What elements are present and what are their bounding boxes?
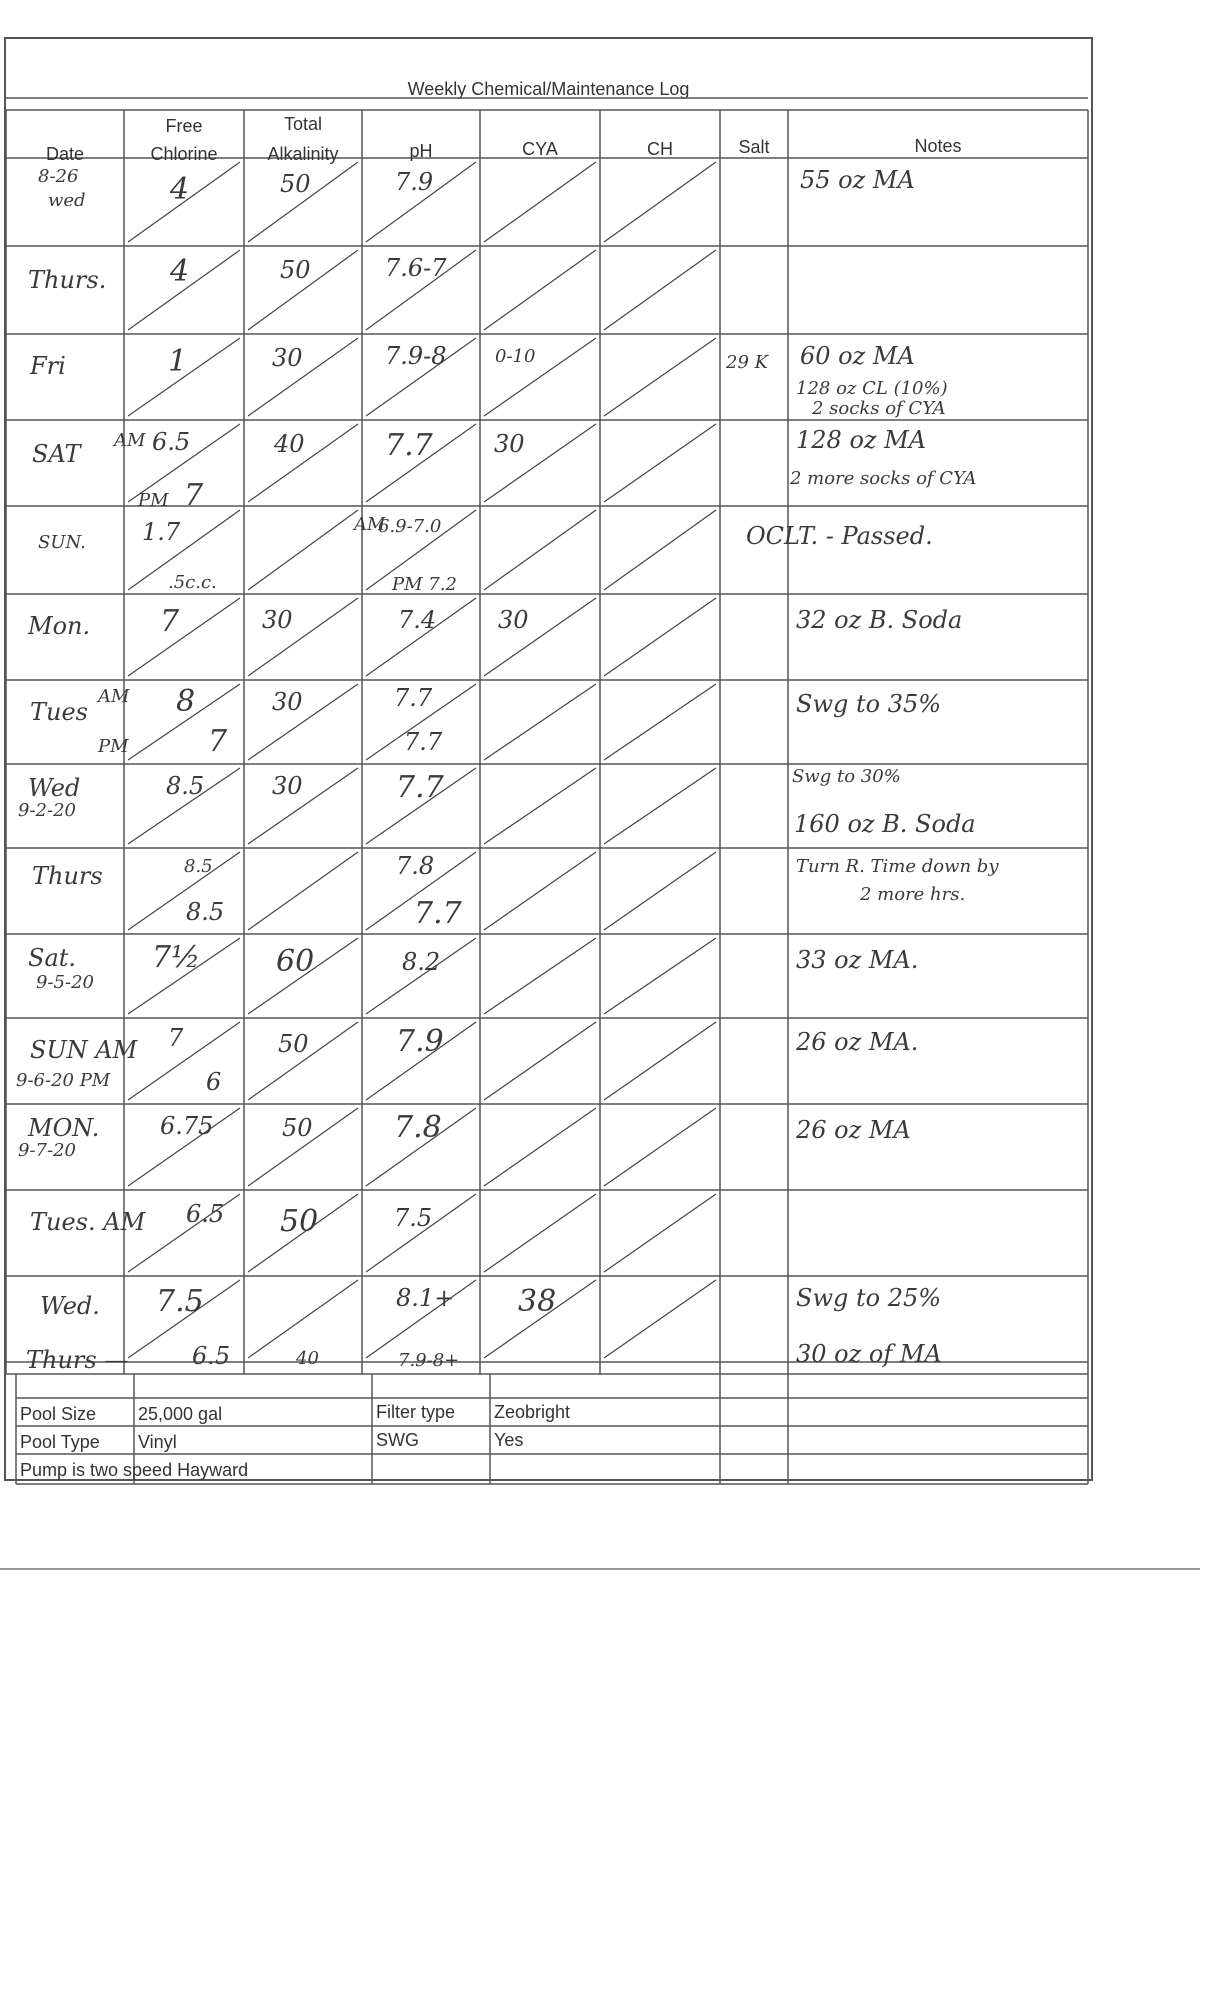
header-notes: Notes (914, 136, 962, 156)
row4-fc: 6.5 (152, 428, 191, 456)
row5-ph: 6.9-7.0 (378, 516, 442, 537)
row11-ph: 7.9 (396, 1024, 444, 1059)
cell-diagonal (484, 938, 596, 1014)
filter-type-label: Filter type (376, 1402, 456, 1422)
row12-fc: 6.75 (160, 1112, 214, 1140)
header-date: Date (45, 144, 85, 164)
filter-type-value: Zeobright (494, 1402, 571, 1422)
header-cya: CYA (522, 139, 558, 159)
pool-type-label: Pool Type (20, 1432, 100, 1452)
row13-ph: 7.5 (394, 1204, 433, 1232)
cell-diagonal (248, 1280, 358, 1358)
row6-ph: 7.4 (398, 606, 437, 634)
form-title: Weekly Chemical/Maintenance Log (407, 79, 690, 99)
row3-note2: 128 oz CL (10%) (796, 378, 948, 399)
pool-type-value: Vinyl (138, 1432, 177, 1452)
row11-ta: 50 (278, 1030, 309, 1058)
row14-date: Wed. (40, 1292, 100, 1320)
cell-diagonal (128, 1022, 240, 1100)
pool-size-label: Pool Size (20, 1404, 97, 1424)
row11-fc: 7 (168, 1024, 184, 1052)
row15-note1: 30 oz of MA (796, 1340, 942, 1368)
row8-date: Wed (28, 774, 81, 802)
row11-note1: 26 oz MA. (796, 1028, 919, 1056)
header-free-chlorine-1: Free (165, 116, 203, 136)
swg-value: Yes (494, 1430, 524, 1450)
cell-diagonal (604, 768, 716, 844)
row3-date: Fri (30, 352, 66, 380)
row11-fc2: 6 (206, 1068, 222, 1096)
header-free-chlorine-2: Chlorine (150, 144, 218, 164)
row2-ph: 7.6-7 (385, 254, 447, 282)
row2-fc: 4 (170, 254, 190, 289)
row4-note1: 128 oz MA (796, 426, 927, 454)
row8-note2: 160 oz B. Soda (794, 810, 976, 838)
cell-diagonal (604, 510, 716, 590)
row8-note1: Swg to 30% (792, 766, 901, 787)
row7-date-am: AM (98, 686, 130, 707)
row13-fc: 6.5 (186, 1200, 225, 1228)
row9-note1: Turn R. Time down by (796, 856, 999, 877)
cell-diagonal (248, 510, 358, 590)
row7-ph: 7.7 (394, 684, 433, 712)
row9-note2: 2 more hrs. (860, 884, 966, 905)
cell-diagonal (604, 852, 716, 930)
row4-fc-pm-label: PM (138, 490, 169, 511)
row2-ta: 50 (280, 256, 311, 284)
row12-date: MON. (28, 1114, 100, 1142)
cell-diagonal (248, 768, 358, 844)
row1-date: 8-26 (38, 166, 79, 187)
row3-fc: 1 (168, 344, 188, 379)
row4-date-am: AM (114, 430, 146, 451)
row3-note3: 2 socks of CYA (812, 398, 946, 419)
row15-ph: 7.9-8+ (398, 1350, 460, 1371)
row14-fc: 7.5 (156, 1284, 204, 1319)
row7-ta: 30 (272, 688, 303, 716)
row8-fc: 8.5 (166, 772, 205, 800)
row1-fc: 4 (170, 172, 190, 207)
row1-ta: 50 (280, 170, 311, 198)
cell-diagonal (484, 250, 596, 330)
cell-diagonal (604, 424, 716, 502)
row6-fc: 7 (160, 604, 180, 639)
row7-fc2: 7 (208, 724, 228, 759)
row6-note1: 32 oz B. Soda (796, 606, 963, 634)
row11-date: SUN AM (30, 1036, 138, 1064)
cell-diagonal (604, 338, 716, 416)
header-ph: pH (409, 141, 433, 161)
row7-fc: 8 (176, 684, 196, 719)
row10-note1: 33 oz MA. (796, 946, 919, 974)
row14-note1: Swg to 25% (796, 1284, 942, 1312)
row13-ta: 50 (280, 1204, 319, 1239)
row5-note1: OCLT. - Passed. (746, 522, 933, 550)
row9-fc: 8.5 (184, 856, 213, 877)
pump-note: Pump is two speed Hayward (20, 1460, 249, 1480)
cell-diagonal (484, 1022, 596, 1100)
cell-diagonal (484, 162, 596, 242)
cell-diagonal (484, 1194, 596, 1272)
header-total-alkalinity-1: Total (283, 114, 323, 134)
cell-diagonal (604, 1280, 716, 1358)
pool-size-value: 25,000 gal (138, 1404, 223, 1424)
cell-diagonal (128, 598, 240, 676)
row9-fc2: 8.5 (186, 898, 225, 926)
row10-date2: 9-5-20 (36, 972, 94, 993)
cell-diagonal (604, 598, 716, 676)
header-salt: Salt (738, 137, 770, 157)
cell-diagonal (248, 852, 358, 930)
row3-cya: 0-10 (495, 346, 536, 367)
swg-label: SWG (376, 1430, 419, 1450)
row5-ph2: PM 7.2 (392, 574, 457, 595)
cell-diagonal (604, 1108, 716, 1186)
row3-salt: 29 K (726, 352, 769, 373)
row7-date-pm: PM (98, 736, 129, 757)
row1-ph: 7.9 (395, 168, 434, 196)
row9-date: Thurs (32, 862, 103, 890)
row12-ta: 50 (282, 1114, 313, 1142)
row5-ph-label: AM (354, 514, 386, 535)
row4-cya: 30 (494, 430, 525, 458)
row6-date: Mon. (28, 612, 91, 640)
row4-note2: 2 more socks of CYA (790, 468, 977, 489)
row12-ph: 7.8 (394, 1110, 442, 1145)
cell-diagonal (604, 1022, 716, 1100)
row8-ta: 30 (272, 772, 303, 800)
cell-diagonal (604, 250, 716, 330)
cell-diagonal (604, 938, 716, 1014)
row4-fc-pm: 7 (184, 478, 204, 513)
cell-diagonal (484, 1108, 596, 1186)
cell-diagonal (484, 768, 596, 844)
row1-date-day: wed (48, 190, 86, 211)
row5-fc2: .5c.c. (168, 572, 217, 593)
header-total-alkalinity-2: Alkalinity (267, 144, 339, 164)
row7-ph2: 7.7 (404, 728, 443, 756)
row10-ta: 60 (276, 944, 315, 979)
cell-diagonal (484, 684, 596, 760)
row4-ph: 7.7 (385, 428, 433, 463)
row6-ta: 30 (262, 606, 293, 634)
row12-date2: 9-7-20 (18, 1140, 76, 1161)
row3-note1: 60 oz MA (800, 342, 915, 370)
row15-date: Thurs — (26, 1346, 129, 1374)
row3-ta: 30 (272, 344, 303, 372)
row8-ph: 7.7 (396, 770, 444, 805)
cell-diagonal (604, 162, 716, 242)
header-ch: CH (647, 139, 673, 159)
row8-date2: 9-2-20 (18, 800, 76, 821)
row7-date: Tues (30, 698, 88, 726)
row10-fc: 7½ (152, 940, 201, 975)
row4-date: SAT (32, 440, 81, 468)
row10-date: Sat. (28, 944, 77, 972)
cell-diagonal (248, 338, 358, 416)
row5-fc: 1.7 (142, 518, 181, 546)
row5-date: SUN. (38, 532, 86, 553)
row9-ph: 7.8 (396, 852, 435, 880)
row6-cya: 30 (498, 606, 529, 634)
cell-diagonal (604, 1194, 716, 1272)
row15-ta: 40 (296, 1348, 319, 1369)
row10-ph: 8.2 (402, 948, 441, 976)
row3-ph: 7.9-8 (385, 342, 447, 370)
cell-diagonal (484, 510, 596, 590)
row14-cya: 38 (518, 1284, 557, 1319)
row2-date: Thurs. (28, 266, 107, 294)
row12-note1: 26 oz MA (796, 1116, 911, 1144)
cell-diagonal (248, 684, 358, 760)
cell-diagonal (604, 684, 716, 760)
cell-diagonal (484, 852, 596, 930)
row15-fc: 6.5 (192, 1342, 231, 1370)
row9-ph2: 7.7 (414, 896, 462, 931)
row13-date: Tues. AM (30, 1208, 146, 1236)
row7-note1: Swg to 35% (796, 690, 942, 718)
row11-date2: 9-6-20 PM (16, 1070, 111, 1091)
row1-note1: 55 oz MA (800, 166, 915, 194)
row4-ta: 40 (274, 430, 305, 458)
row14-ph: 8.1+ (396, 1284, 455, 1312)
